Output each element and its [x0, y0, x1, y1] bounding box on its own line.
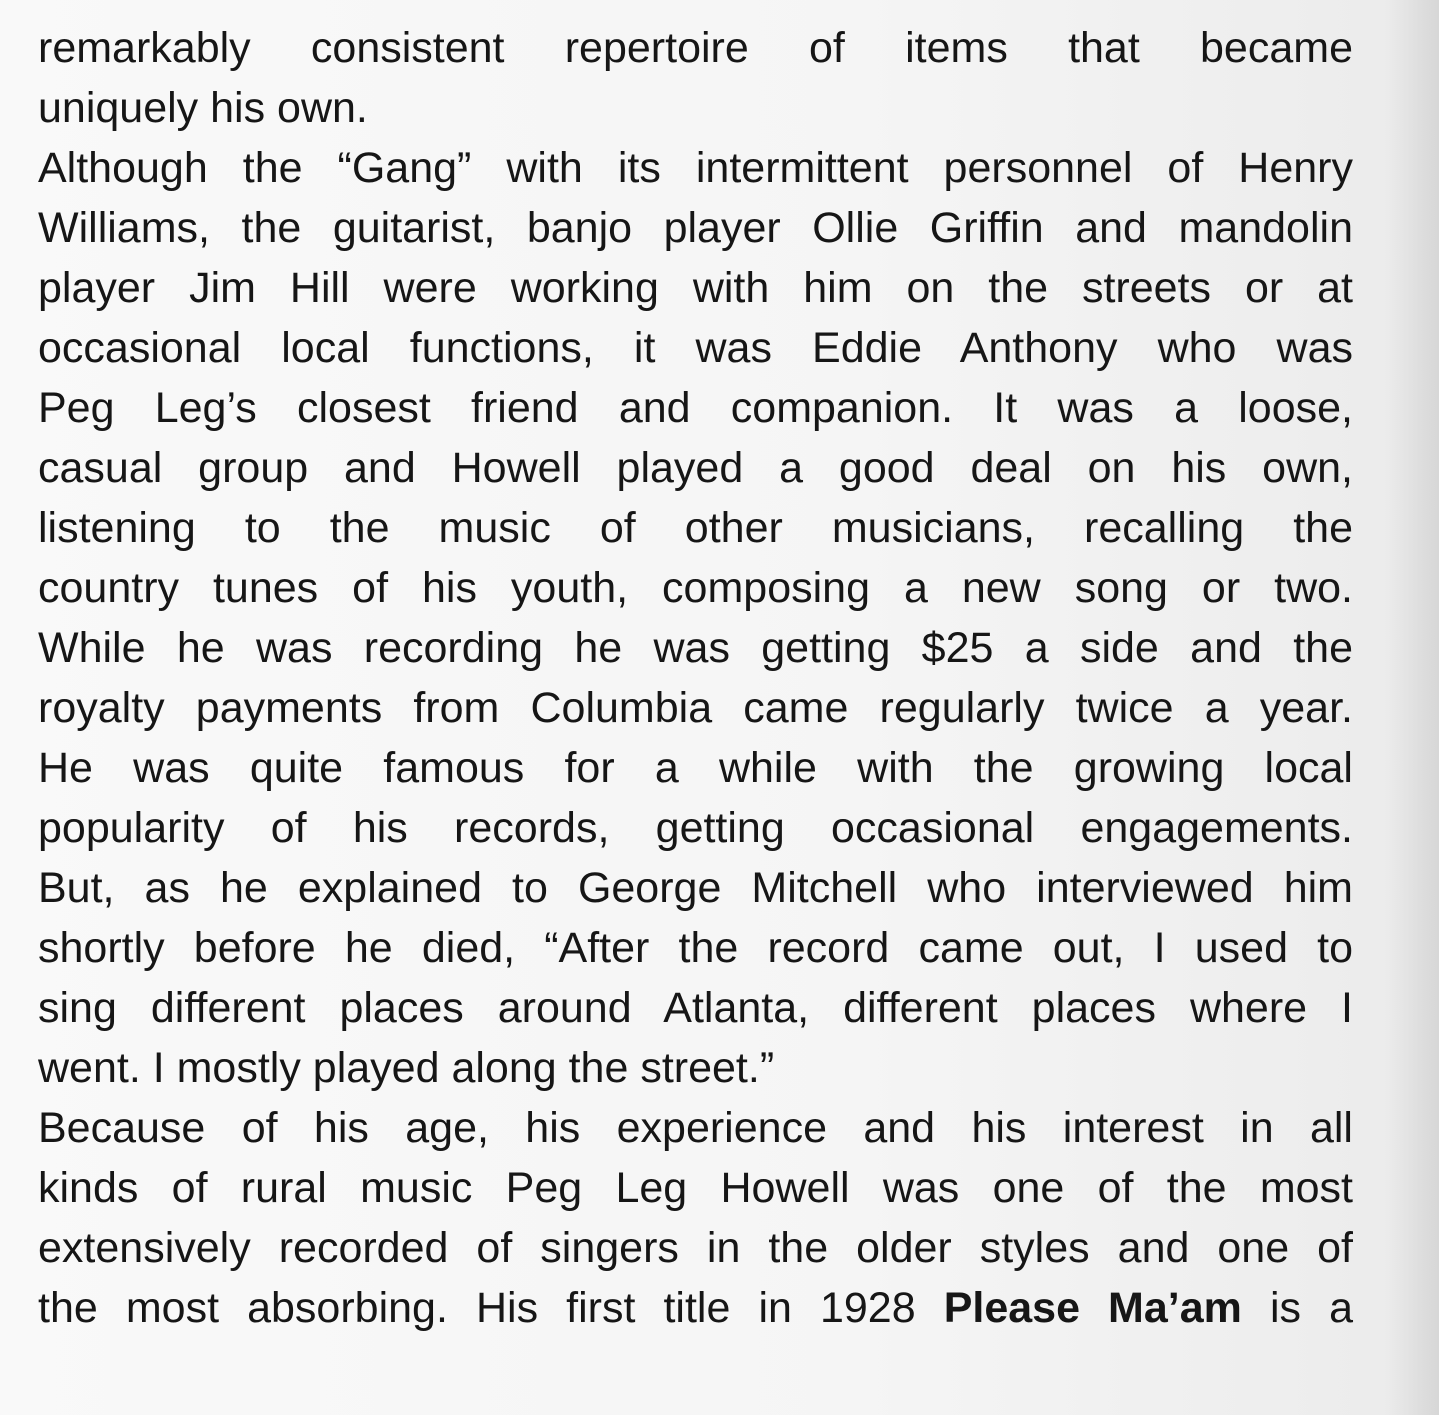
- text-line: uniquely his own.: [38, 84, 368, 132]
- final-line-end: is a: [1241, 1284, 1353, 1332]
- text-line: listening to the music of other musicians, recalling the: [38, 504, 1353, 552]
- text-line: shortly before he died, “After the record came out, I used to: [38, 924, 1353, 972]
- text-line: But, as he explained to George Mitchell who interviewed him: [38, 864, 1353, 912]
- text-line: kinds of rural music Peg Leg Howell was one of the most: [38, 1164, 1353, 1212]
- text-line: Although the “Gang” with its intermittent personnel of Henry: [38, 144, 1353, 192]
- text-line: went. I mostly played along the street.”: [38, 1044, 775, 1092]
- page-edge-shadow: [1389, 0, 1439, 1415]
- text-line: Peg Leg’s closest friend and companion. It was a loose,: [38, 384, 1353, 432]
- final-line-start: the most absorbing. His first title in 1928: [38, 1284, 944, 1332]
- text-line: While he was recording he was getting $25 a side and the: [38, 624, 1353, 672]
- text-line: extensively recorded of singers in the older styles and one of: [38, 1224, 1353, 1272]
- text-line: Because of his age, his experience and his interest in all: [38, 1104, 1353, 1152]
- text-line: royalty payments from Columbia came regularly twice a year.: [38, 684, 1353, 732]
- text-line: casual group and Howell played a good deal on his own,: [38, 444, 1353, 492]
- text-line-final: [38, 1278, 1353, 1338]
- text-line: Williams, the guitarist, banjo player Ollie Griffin and mandolin: [38, 204, 1353, 252]
- text-line: He was quite famous for a while with the growing local: [38, 744, 1353, 792]
- text-line: sing different places around Atlanta, different places where I: [38, 984, 1353, 1032]
- text-line: occasional local functions, it was Eddie Anthony who was: [38, 324, 1353, 372]
- text-line: player Jim Hill were working with him on the streets or at: [38, 264, 1353, 312]
- text-line: popularity of his records, getting occasional engagements.: [38, 804, 1353, 852]
- text-line: remarkably consistent repertoire of items that became: [38, 24, 1353, 72]
- text-line: country tunes of his youth, composing a new song or two.: [38, 564, 1353, 612]
- body-text: [38, 18, 1353, 1338]
- song-title: Please Ma’am: [943, 1284, 1242, 1332]
